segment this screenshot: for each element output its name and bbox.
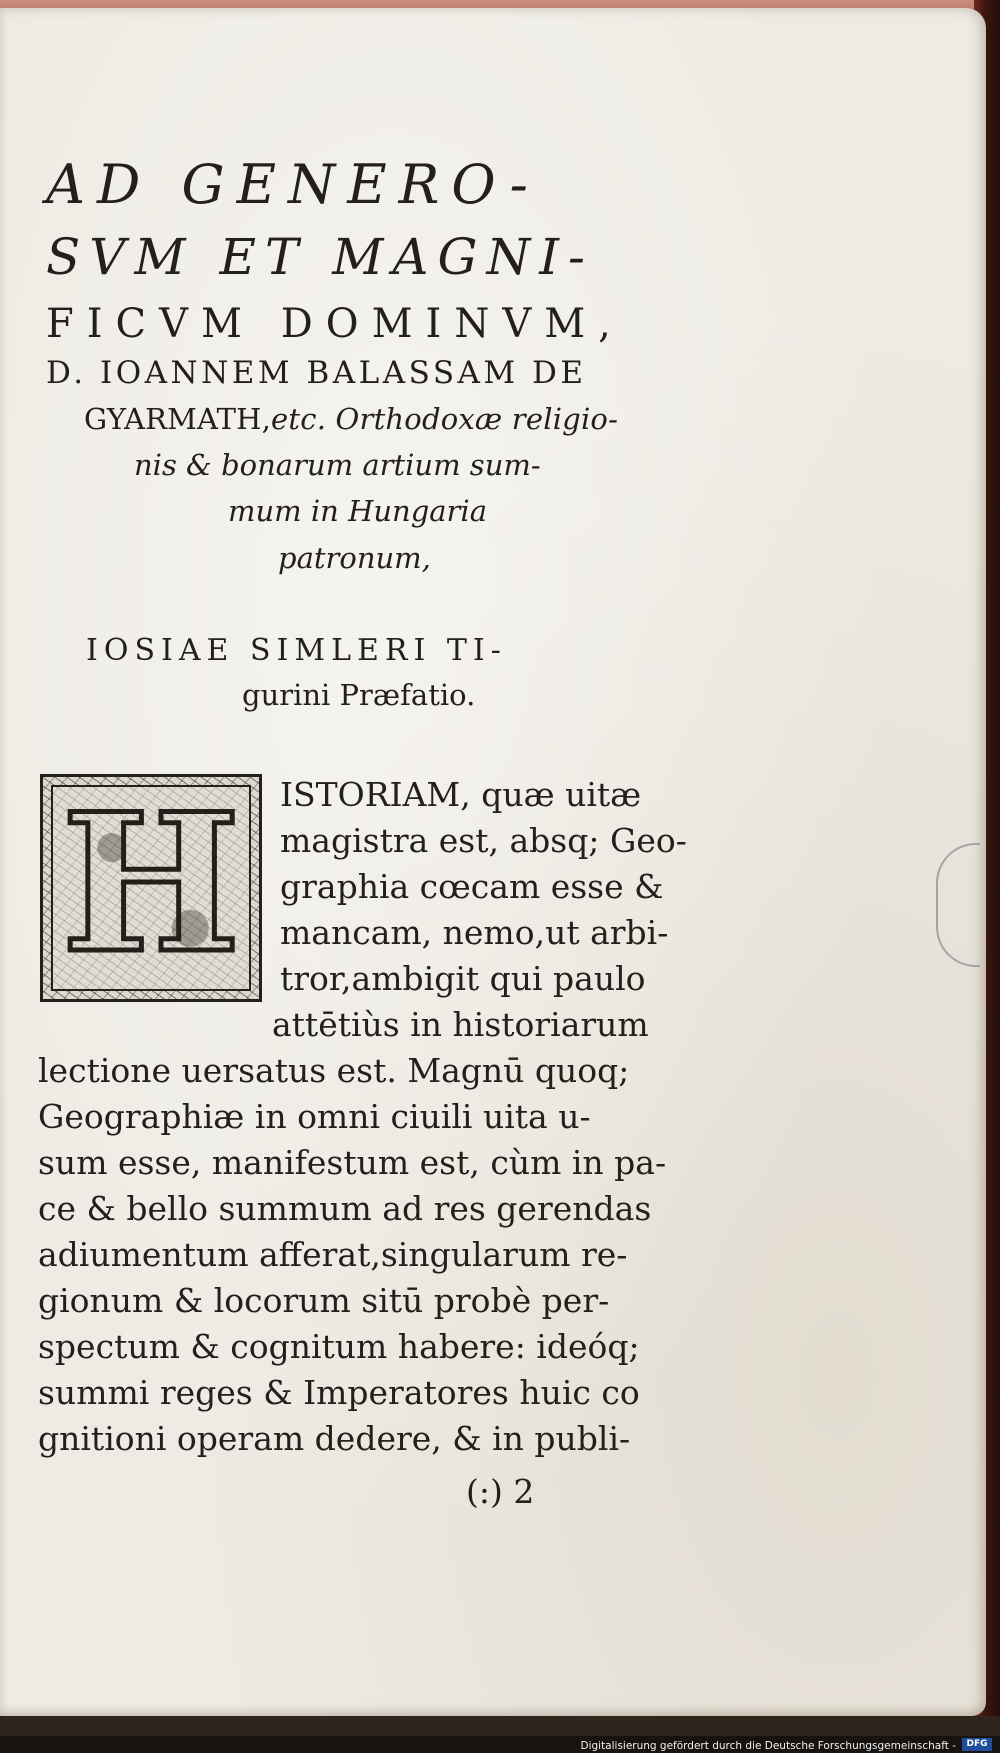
title-line-1: AD GENERO-: [46, 153, 540, 216]
title-line-5-italic: etc. Orthodoxæ religio-: [271, 402, 619, 436]
subtitle-line-1: IOSIAE SIMLERI TI-: [86, 633, 507, 668]
footer-bar: [0, 1736, 1000, 1753]
body-line-6: attētiùs in historiarum: [272, 1005, 649, 1044]
body-line-13: spectum & cognitum habere: ideóq;: [38, 1327, 640, 1366]
subtitle-line-2: gurini Præfatio.: [242, 678, 476, 712]
body-line-5: tror,ambigit qui paulo: [280, 959, 646, 998]
book-page: [0, 8, 986, 1716]
body-line-8: Geographiæ in omni ciuili uita u-: [38, 1097, 591, 1136]
title-line-4: D. IOANNEM BALASSAM DE: [46, 355, 587, 391]
body-line-4: mancam, nemo,ut arbi-: [280, 913, 669, 952]
body-line-11: adiumentum afferat,singularum re-: [38, 1235, 628, 1274]
footer-credit: Digitalisierung gefördert durch die Deutsche Forschungsgemeinschaft -: [580, 1740, 956, 1752]
body-line-15: gnitioni operam dedere, & in publi-: [38, 1419, 631, 1458]
body-line-12: gionum & locorum sitū probè per-: [38, 1281, 610, 1320]
title-line-2: SVM ET MAGNI-: [46, 228, 594, 286]
title-line-3: FICVM DOMINVM,: [46, 301, 624, 347]
body-line-7: lectione uersatus est. Magnū quoq;: [38, 1051, 630, 1090]
title-line-5: [84, 402, 619, 436]
body-line-9: sum esse, manifestum est, cùm in pa-: [38, 1143, 667, 1182]
body-line-3: graphia cœcam esse &: [280, 867, 664, 906]
title-line-5-roman: GYARMATH,: [84, 402, 272, 436]
body-line-2: magistra est, absq; Geo-: [280, 821, 687, 860]
dfg-logo: DFG: [962, 1738, 992, 1751]
body-line-10: ce & bello summum ad res gerendas: [38, 1189, 652, 1228]
initial-letter: H: [61, 774, 241, 995]
signature-mark: (:) 2: [466, 1472, 535, 1511]
title-line-8: patronum,: [278, 541, 431, 575]
title-line-6: nis & bonarum artium sum-: [134, 448, 541, 482]
page-clip: [936, 843, 980, 967]
body-line-14: summi reges & Imperatores huic co: [38, 1373, 640, 1412]
book-bottom-edge: [0, 1716, 1000, 1736]
body-line-1: ISTORIAM, quæ uitæ: [280, 775, 642, 814]
title-line-7: mum in Hungaria: [228, 494, 487, 528]
decorated-initial: [40, 774, 262, 1002]
